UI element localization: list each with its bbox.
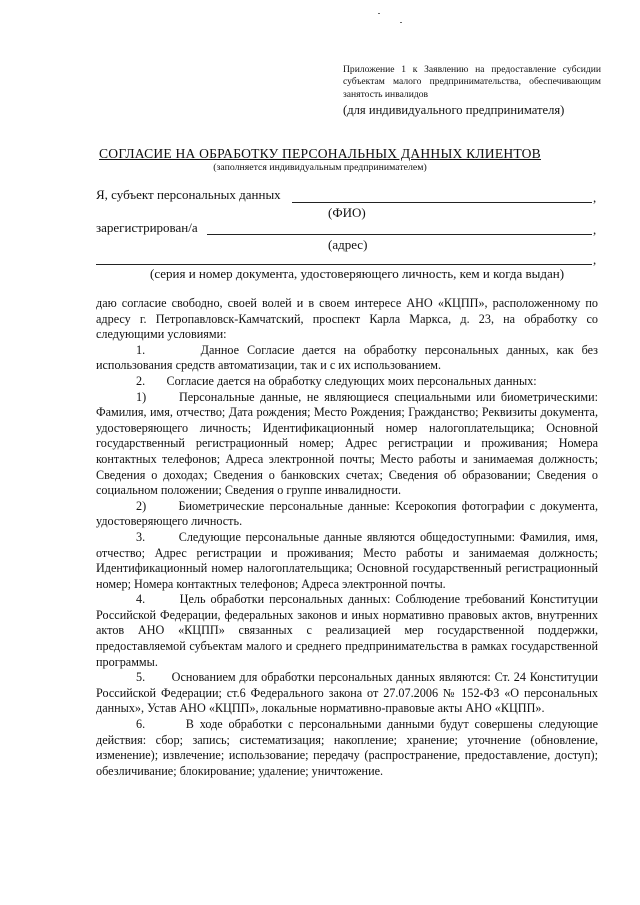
clause-1: 1. Данное Согласие дается на обработку персональных данных, как без использования средств автоматизации, так и с их использованием. [96, 342, 598, 373]
fio-field[interactable] [292, 202, 592, 203]
scan-speck [378, 13, 380, 14]
registered-label: зарегистрирован/а [96, 220, 198, 235]
scan-speck [400, 22, 402, 23]
document-caption: (серия и номер документа, удостоверяющего личность, кем и когда выдан) [150, 266, 565, 281]
address-caption: (адрес) [328, 237, 368, 252]
comma: , [593, 222, 597, 237]
subject-label: Я, субъект персональных данных [96, 187, 281, 202]
comma: , [593, 190, 597, 205]
clause-2-2: 2) Биометрические персональные данные: Ксерокопия фотографии с документа, удостоверяющего личность. [96, 498, 598, 529]
clause-2-1: 1) Персональные данные, не являющиеся специальными или биометрическими: Фамилия, имя, отчество; Дата рождения; Место Рождения; Гражданство; Реквизиты документа, удостоверяющего личность; Идентификационный номер налогоплательщика; Основной государственный регистрационный номер; Адрес регистрации и проживания; Номера контактных телефонов; Адреса электронной почты; Место работы и занимаемая должность; Сведения о доходах; Сведения о банковских счетах; Сведения об образовании; Сведения о социальном положении; Сведения о группе инвалидности. [96, 389, 598, 498]
clause-5: 5. Основанием для обработки персональных данных являются: Ст. 24 Конституции Российской Федерации; ст.6 Федерального закона от 27.07.2006 № 152-ФЗ «О персональных данных», Устав АНО «КЦПП», локальные нормативно-правовые акты АНО «КЦПП». [96, 670, 598, 716]
document-field[interactable] [96, 264, 592, 265]
annex-header: Приложение 1 к Заявлению на предоставление субсидии субъектам малого предпринимательства, обеспечивающим занятость инвалидов [343, 64, 601, 100]
annex-subtitle: (для индивидуального предпринимателя) [343, 103, 565, 117]
intro-paragraph: даю согласие свободно, своей волей и в своем интересе АНО «КЦПП», расположенному по адресу г. Петропавловск-Камчатский, проспект Карла Маркса, д. 23, на обработку со следующими условиями: [96, 296, 598, 342]
fio-caption: (ФИО) [328, 205, 366, 220]
title-note: (заполняется индивидуальным предпринимателем) [213, 162, 427, 173]
clause-3: 3. Следующие персональные данные являются общедоступными: Фамилия, имя, отчество; Адрес регистрации и проживания; Место работы и занимаемая должность; Идентификационный номер налогоплательщика; Основной государственный регистрационный номер; Номера контактных телефонов; Адреса электронной почты. [96, 529, 598, 591]
clause-6: 6. В ходе обработки с персональными данными будут совершены следующие действия: сбор; запись; систематизация; накопление; хранение; уточнение (обновление, изменение); извлечение; использование; передачу (распространение, предоставление, доступ); обезличивание; блокирование; удаление; уничтожение. [96, 717, 598, 778]
address-field[interactable] [207, 234, 592, 235]
clause-2: 2. Согласие дается на обработку следующих моих персональных данных: [136, 373, 537, 388]
consent-body [96, 296, 598, 779]
clause-4: 4. Цель обработки персональных данных: Соблюдение требований Конституции Российской Федерации, федеральных законов и иных нормативно правовых актов, внутренних актов АНО «КЦПП» связанных с реализацией мер государственной поддержки, предоставляемой субъектам малого и среднего предпринимательства в рамках государственной программы. [96, 592, 598, 669]
comma: , [593, 252, 597, 267]
document-title: СОГЛАСИЕ НА ОБРАБОТКУ ПЕРСОНАЛЬНЫХ ДАННЫХ КЛИЕНТОВ [99, 146, 541, 161]
